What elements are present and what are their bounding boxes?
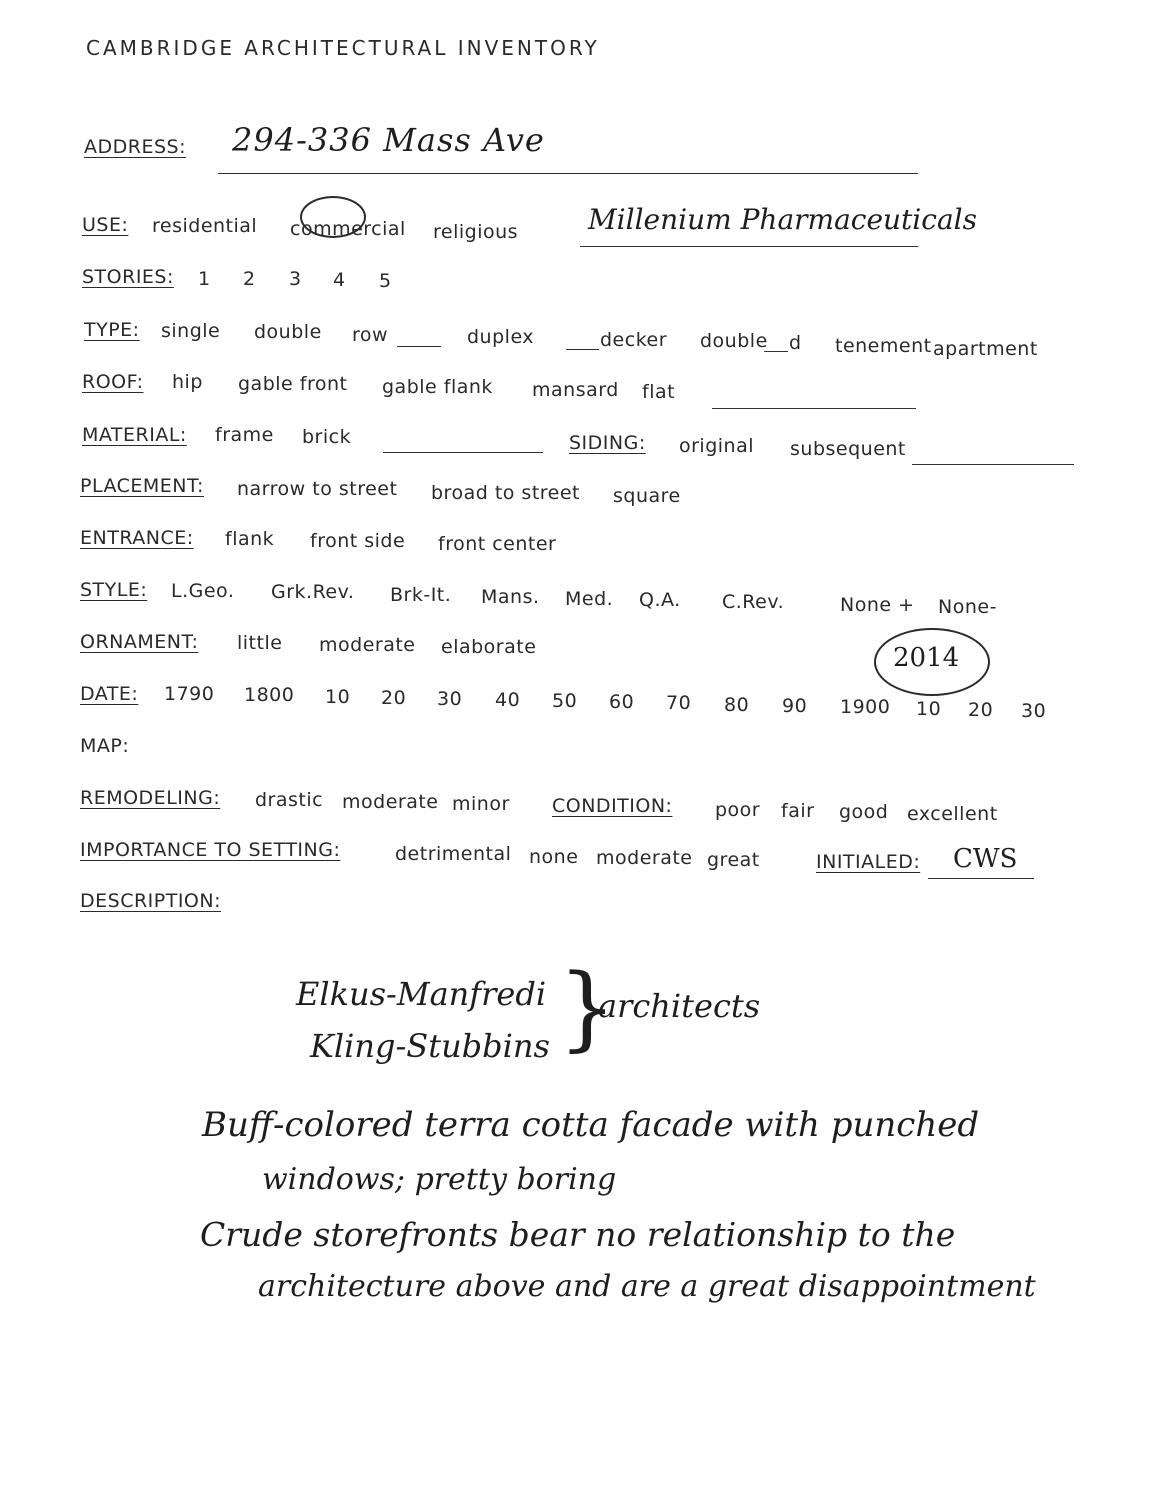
condition-label: CONDITION:	[552, 795, 673, 817]
description-label: DESCRIPTION:	[80, 890, 222, 912]
remodeling-option-drastic: drastic	[255, 789, 324, 811]
roof-option-hip: hip	[172, 371, 203, 393]
importance-option-moderate: moderate	[596, 847, 693, 869]
style-label: STYLE:	[80, 579, 148, 601]
stories-option-5: 5	[379, 270, 392, 292]
form-title: CAMBRIDGE ARCHITECTURAL INVENTORY	[86, 36, 600, 60]
description-line-2: windows; pretty boring	[262, 1162, 617, 1197]
type-row-blank	[397, 346, 441, 347]
type-label: TYPE:	[84, 319, 140, 341]
date-label: DATE:	[80, 683, 139, 705]
roof-other-line	[712, 408, 916, 409]
remodeling-option-minor: minor	[452, 793, 510, 815]
type-option-double: double	[254, 321, 322, 343]
style-option-grkrev: Grk.Rev.	[271, 581, 355, 603]
placement-option-narrow: narrow to street	[237, 478, 398, 500]
entrance-option-front-center: front center	[438, 533, 557, 555]
roof-label: ROOF:	[82, 371, 144, 393]
placement-option-broad: broad to street	[431, 482, 581, 504]
siding-label: SIDING:	[569, 432, 646, 454]
use-option-commercial: commercial	[290, 218, 406, 240]
date-option-1840: 40	[495, 689, 521, 711]
use-label: USE:	[82, 214, 129, 236]
date-option-1820: 20	[381, 687, 407, 709]
date-option-1810: 10	[325, 686, 351, 708]
style-option-none-minus: None-	[938, 596, 997, 618]
architects-brace: }	[558, 954, 617, 1061]
map-label: MAP:	[80, 735, 130, 757]
type-option-row: row	[352, 324, 389, 346]
entrance-option-flank: flank	[225, 528, 275, 550]
condition-option-fair: fair	[781, 800, 815, 822]
style-option-qa: Q.A.	[639, 589, 681, 611]
importance-option-none: none	[529, 846, 579, 868]
style-option-lgeo: L.Geo.	[171, 580, 235, 602]
initialed-line	[928, 878, 1034, 879]
entrance-label: ENTRANCE:	[80, 527, 194, 549]
style-option-brkit: Brk-It.	[390, 584, 452, 606]
placement-option-square: square	[613, 485, 681, 507]
architects-note: architects	[598, 987, 761, 1025]
address-value: 294-336 Mass Ave	[232, 121, 545, 159]
roof-option-gable-front: gable front	[238, 373, 348, 395]
roof-option-gable-flank: gable flank	[382, 376, 493, 398]
ornament-option-little: little	[237, 632, 283, 654]
use-note-line	[580, 246, 918, 247]
description-line-4: architecture above and are a great disappointment	[258, 1269, 1036, 1304]
siding-option-subsequent: subsequent	[790, 438, 906, 460]
type-option-double-decker: double	[700, 330, 768, 352]
siding-other-line	[912, 464, 1074, 465]
placement-label: PLACEMENT:	[80, 475, 204, 497]
type-double-d-blank	[764, 351, 788, 352]
initialed-value: CWS	[953, 844, 1018, 874]
date-option-1800: 1800	[244, 684, 295, 706]
style-option-mans: Mans.	[481, 586, 540, 608]
date-option-1890: 90	[782, 695, 808, 717]
roof-option-flat: flat	[642, 381, 676, 403]
type-option-d: d	[789, 332, 802, 354]
use-note: Millenium Pharmaceuticals	[588, 203, 977, 236]
commercial-selection-circle	[300, 196, 366, 238]
stories-option-3: 3	[289, 268, 302, 290]
condition-option-excellent: excellent	[907, 803, 998, 825]
material-label: MATERIAL:	[82, 424, 187, 446]
architect-2: Kling-Stubbins	[310, 1027, 550, 1065]
type-option-single: single	[161, 320, 221, 342]
stories-option-4: 4	[333, 269, 346, 291]
remodeling-label: REMODELING:	[80, 787, 221, 809]
stories-option-1: 1	[198, 268, 211, 290]
material-option-frame: frame	[215, 424, 274, 446]
roof-option-mansard: mansard	[532, 379, 619, 401]
ornament-option-elaborate: elaborate	[441, 636, 537, 658]
type-decker-blank	[566, 349, 599, 350]
style-option-crev: C.Rev.	[722, 591, 785, 613]
importance-label: IMPORTANCE TO SETTING:	[80, 839, 341, 861]
date-option-1880: 80	[724, 694, 750, 716]
date-option-1910: 10	[916, 698, 942, 720]
date-option-1920: 20	[968, 699, 994, 721]
date-option-1830: 30	[437, 688, 463, 710]
entrance-option-front-side: front side	[310, 530, 406, 552]
remodeling-option-moderate: moderate	[342, 791, 439, 813]
style-option-none-plus: None +	[840, 594, 915, 616]
condition-option-poor: poor	[715, 799, 761, 821]
address-label: ADDRESS:	[84, 136, 186, 158]
description-line-1: Buff-colored terra cotta facade with punched	[202, 1105, 980, 1145]
stories-option-2: 2	[243, 268, 256, 290]
type-option-duplex: duplex	[467, 326, 535, 348]
description-line-3: Crude storefronts bear no relationship to the	[200, 1215, 956, 1254]
condition-option-good: good	[839, 801, 889, 823]
date-handwritten-value: 2014	[893, 643, 960, 673]
use-option-residential: residential	[152, 215, 258, 237]
ornament-option-moderate: moderate	[319, 634, 416, 656]
date-option-1930: 30	[1021, 700, 1047, 722]
architect-1: Elkus-Manfredi	[296, 975, 547, 1013]
address-line	[218, 173, 918, 174]
importance-option-great: great	[707, 849, 760, 871]
type-option-decker: decker	[600, 329, 668, 351]
date-option-1870: 70	[666, 692, 692, 714]
date-option-1850: 50	[552, 690, 578, 712]
style-option-med: Med.	[565, 588, 614, 610]
type-option-apartment: apartment	[933, 338, 1038, 360]
importance-option-detrimental: detrimental	[395, 843, 512, 865]
siding-option-original: original	[679, 435, 755, 457]
date-option-1900: 1900	[840, 696, 891, 718]
material-option-brick: brick	[302, 426, 352, 448]
material-other-line	[383, 452, 543, 453]
ornament-label: ORNAMENT:	[80, 631, 199, 653]
type-option-tenement: tenement	[835, 335, 932, 357]
date-option-1860: 60	[609, 691, 635, 713]
date-option-1790: 1790	[164, 683, 215, 705]
initialed-label: INITIALED:	[816, 851, 921, 873]
use-option-religious: religious	[433, 221, 519, 243]
stories-label: STORIES:	[82, 266, 174, 288]
